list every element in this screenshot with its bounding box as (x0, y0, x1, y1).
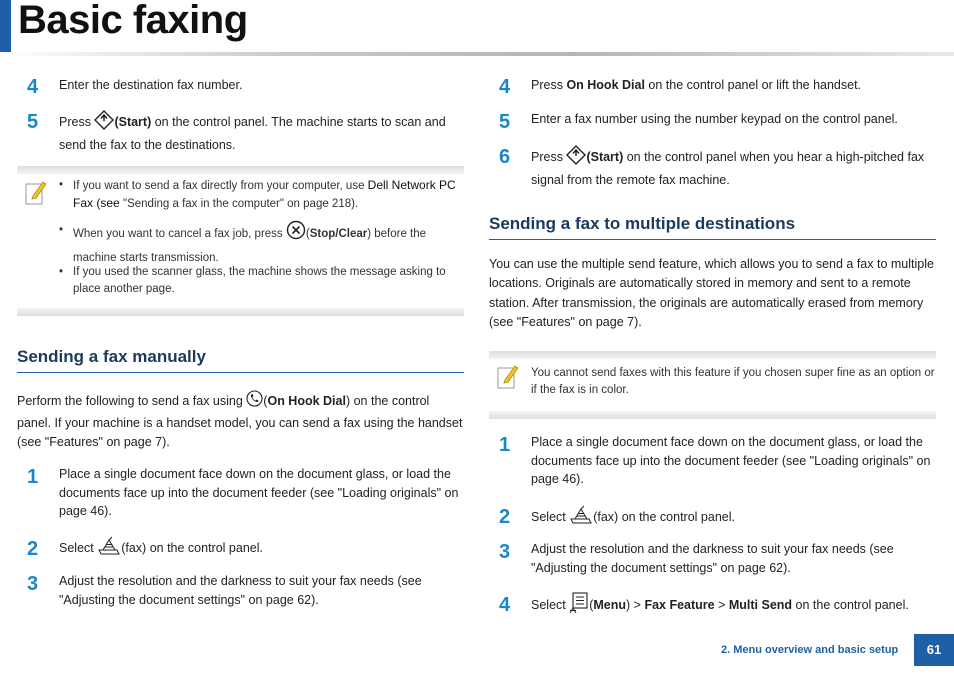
note-box (489, 351, 936, 419)
step-text: Enter a fax number using the number keypad on the control panel. (531, 112, 898, 126)
step-text: Press (Start) on the control panel. The machine starts to scan and send the fax to the destinations. (59, 110, 464, 154)
start-icon (94, 110, 114, 136)
section-heading: Sending a fax manually (17, 347, 206, 366)
note-bullet: • If you want to send a fax directly from your computer, use Dell Network PC Fax (see "Sending a fax in the computer" on page 218). (59, 178, 456, 210)
note-bullet: • When you want to cancel a fax job, press (Stop/Clear) before the machine starts transmission. (59, 220, 463, 269)
page-title: Basic faxing (18, 0, 248, 42)
fax-icon (97, 536, 121, 562)
step-text: Enter the destination fax number. (59, 78, 243, 92)
page-number: 61 (914, 634, 954, 666)
menu-icon (569, 592, 589, 620)
on-hook-dial-icon (246, 390, 263, 414)
section-intro: You can use the multiple send feature, which allows you to send a fax to multiple locations. Originals are automatically stored in memory and sent to a remote station. After transmission, the originals are automatically erased from memory (see "Features" on page 7). (489, 257, 934, 329)
step-number: 1 (499, 434, 511, 456)
title-accent-bar (0, 0, 11, 54)
note-pencil-icon (497, 364, 519, 390)
note-bullet: • If you used the scanner glass, the machine shows the message asking to place another page. (59, 266, 446, 295)
step-number: 4 (499, 76, 511, 98)
step-number: 2 (499, 506, 511, 528)
section-heading: Sending a fax to multiple destinations (489, 214, 796, 233)
start-icon (566, 145, 586, 171)
step-number: 1 (27, 466, 39, 488)
step-number: 6 (499, 146, 511, 168)
note-pencil-icon (25, 180, 47, 206)
stop-clear-icon (286, 220, 306, 248)
section-divider (17, 372, 464, 373)
note-box (17, 166, 464, 316)
title-divider (0, 52, 954, 56)
step-text: Place a single document face down on the document glass, or load the documents face up into the document feeder (see "Loading originals" on page 46). (531, 435, 931, 486)
step-number: 5 (27, 111, 39, 133)
section-intro: Perform the following to send a fax using (On Hook Dial) on the control panel. If your machine is a handset model, you can send a fax using the handset (see "Features" on page 7). (17, 390, 465, 453)
step-text: Select (fax) on the control panel. (531, 505, 936, 531)
step-number: 3 (27, 573, 39, 595)
fax-icon (569, 505, 593, 531)
note-text: You cannot send faxes with this feature if you chosen super fine as an option or if the fax is in color. (531, 367, 935, 396)
footer-chapter-label: 2. Menu overview and basic setup (721, 644, 899, 656)
step-text: Press (Start) on the control panel when you hear a high-pitched fax signal from the remote fax machine. (531, 145, 936, 189)
step-text: Select (Menu) > Fax Feature > Multi Send on the control panel. (531, 592, 936, 620)
step-text: Select (fax) on the control panel. (59, 536, 464, 562)
step-number: 4 (499, 594, 511, 616)
step-text: Adjust the resolution and the darkness to suit your fax needs (see "Adjusting the document settings" on page 62). (59, 574, 422, 607)
step-text: Press On Hook Dial on the control panel or lift the handset. (531, 78, 862, 92)
step-text: Adjust the resolution and the darkness to suit your fax needs (see "Adjusting the document settings" on page 62). (531, 542, 894, 575)
step-number: 5 (499, 111, 511, 133)
step-text: Place a single document face down on the document glass, or load the documents face up into the document feeder (see "Loading originals" on page 46). (59, 467, 459, 518)
section-divider (489, 239, 936, 240)
step-number: 4 (27, 76, 39, 98)
step-number: 2 (27, 538, 39, 560)
step-number: 3 (499, 541, 511, 563)
